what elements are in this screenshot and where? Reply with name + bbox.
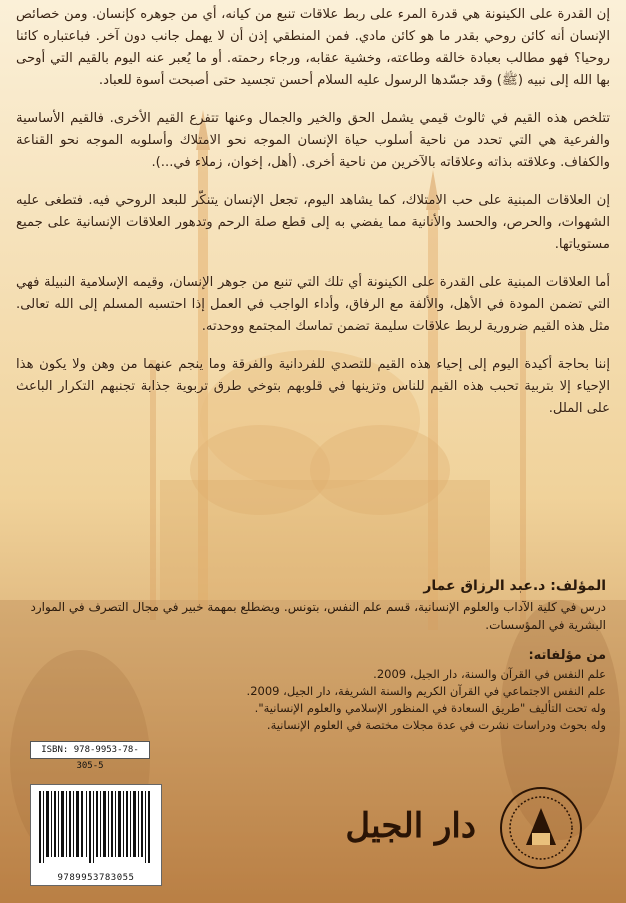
works-item: وله تحت التأليف "طريق السعادة في المنظور الإسلامي والعلوم الإنسانية". [254, 701, 606, 715]
works-item: وله بحوث ودراسات نشرت في عدة مجلات مختصة في العلوم الإنسانية. [266, 718, 606, 732]
paragraph-4: أما العلاقات المبنية على القدرة على الكينونة أي تلك التي تنبع من جوهر الإنسان، وقيمه الإسلامية النبيلة فهي التي تضمن المودة في الأهل، والألفة مع الرفاق، وأداء الواجب في العمل إذا احتسبه المسلم إلى الله تعالى. مثل هذه القيم ضرورية لربط علاقات سليمة تضمن تماسك المجتمع ووحدته. [16, 275, 610, 334]
barcode-bars-icon [31, 785, 161, 869]
isbn-label: ISBN: 978-9953-78-305-5 [30, 741, 150, 759]
works-item: علم النفس الاجتماعي في القرآن الكريم والسنة الشريفة، دار الجيل، 2009. [246, 684, 606, 698]
barcode [30, 784, 162, 886]
works-item: علم النفس في القرآن والسنة، دار الجيل، 2009. [373, 667, 606, 681]
works-list [16, 666, 606, 734]
paragraph-3: إن العلاقات المبنية على حب الامتلاك، كما يشاهد اليوم، تجعل الإنسان يتنكّر للبعد الروحي فيه. فتطغى عليه الشهوات، والحرص، والحسد والأنانية مما يفضي به إلى قطع صلة الرحم وتدهور العلاقات الإنسانية على جميع مستوياتها. [16, 193, 610, 252]
author-heading [423, 578, 606, 594]
works-heading: من مؤلفاته: [528, 648, 606, 663]
paragraph-5: إننا بحاجة أكيدة اليوم إلى إحياء هذه القيم للتصدي للفردانية والفرقة وما ينجم عنهما من وهن ولا يكون هذا الإحياء إلا بتربية تحبب هذه القيم للناس وتزينها في قلوبهم بتوخي طرق تربوية جذابة تجنبهم التكرار الباعث على الملل. [16, 357, 610, 416]
body-text [16, 4, 610, 436]
publisher-name: دار الجيل [345, 806, 476, 846]
publisher-logo-icon [496, 783, 586, 873]
paragraph-2: تتلخص هذه القيم في ثالوث قيمي يشمل الحق والخير والجمال وعنها تتفرع القيم الأخرى. فالقيم الأساسية والفرعية هي التي تحدد من ناحية أسلوب حياة الإنسان الموجه نحو الامتلاك وأسلوبه الموجه نحو القناعة والكفاف. وعلاقته بذاته وعلاقاته بالآخرين من ناحية أخرى. (أهل، إخوان، زملاء في...). [16, 111, 610, 170]
barcode-number: 9789953783055 [57, 873, 135, 883]
author-name: د.عبد الرزاق عمار [423, 578, 546, 594]
author-bio: درس في كلية الآداب والعلوم الإنسانية، قسم علم النفس، بتونس. ويضطلع بمهمة خبير في مجال التصرف في الموارد البشرية في المؤسسات. [30, 600, 606, 632]
paragraph-1: إن القدرة على الكينونة هي قدرة المرء على ربط علاقات تنبع من كيانه، أي من جوهره كإنسان. ومن خصائص الإنسان أنه كائن روحي بقدر ما هو كائن مادي. فمن المنطقي إذن أن لا يهمل جانب دون آخر. فباعتباره كائنا روحيا؟ فهو مطالب بعبادة خالقه وطاعته، وخشية عقابه، ورجاء رحمته. أو ما يُعبر عنه اليوم بالقيم التي أوحى بها الله إلى نبيه (ﷺ) وقد جسّدها الرسول عليه السلام أحسن تجسيد حتى أصبحت أسوة للعباد. [16, 7, 610, 88]
author-label: المؤلف: [550, 578, 606, 594]
